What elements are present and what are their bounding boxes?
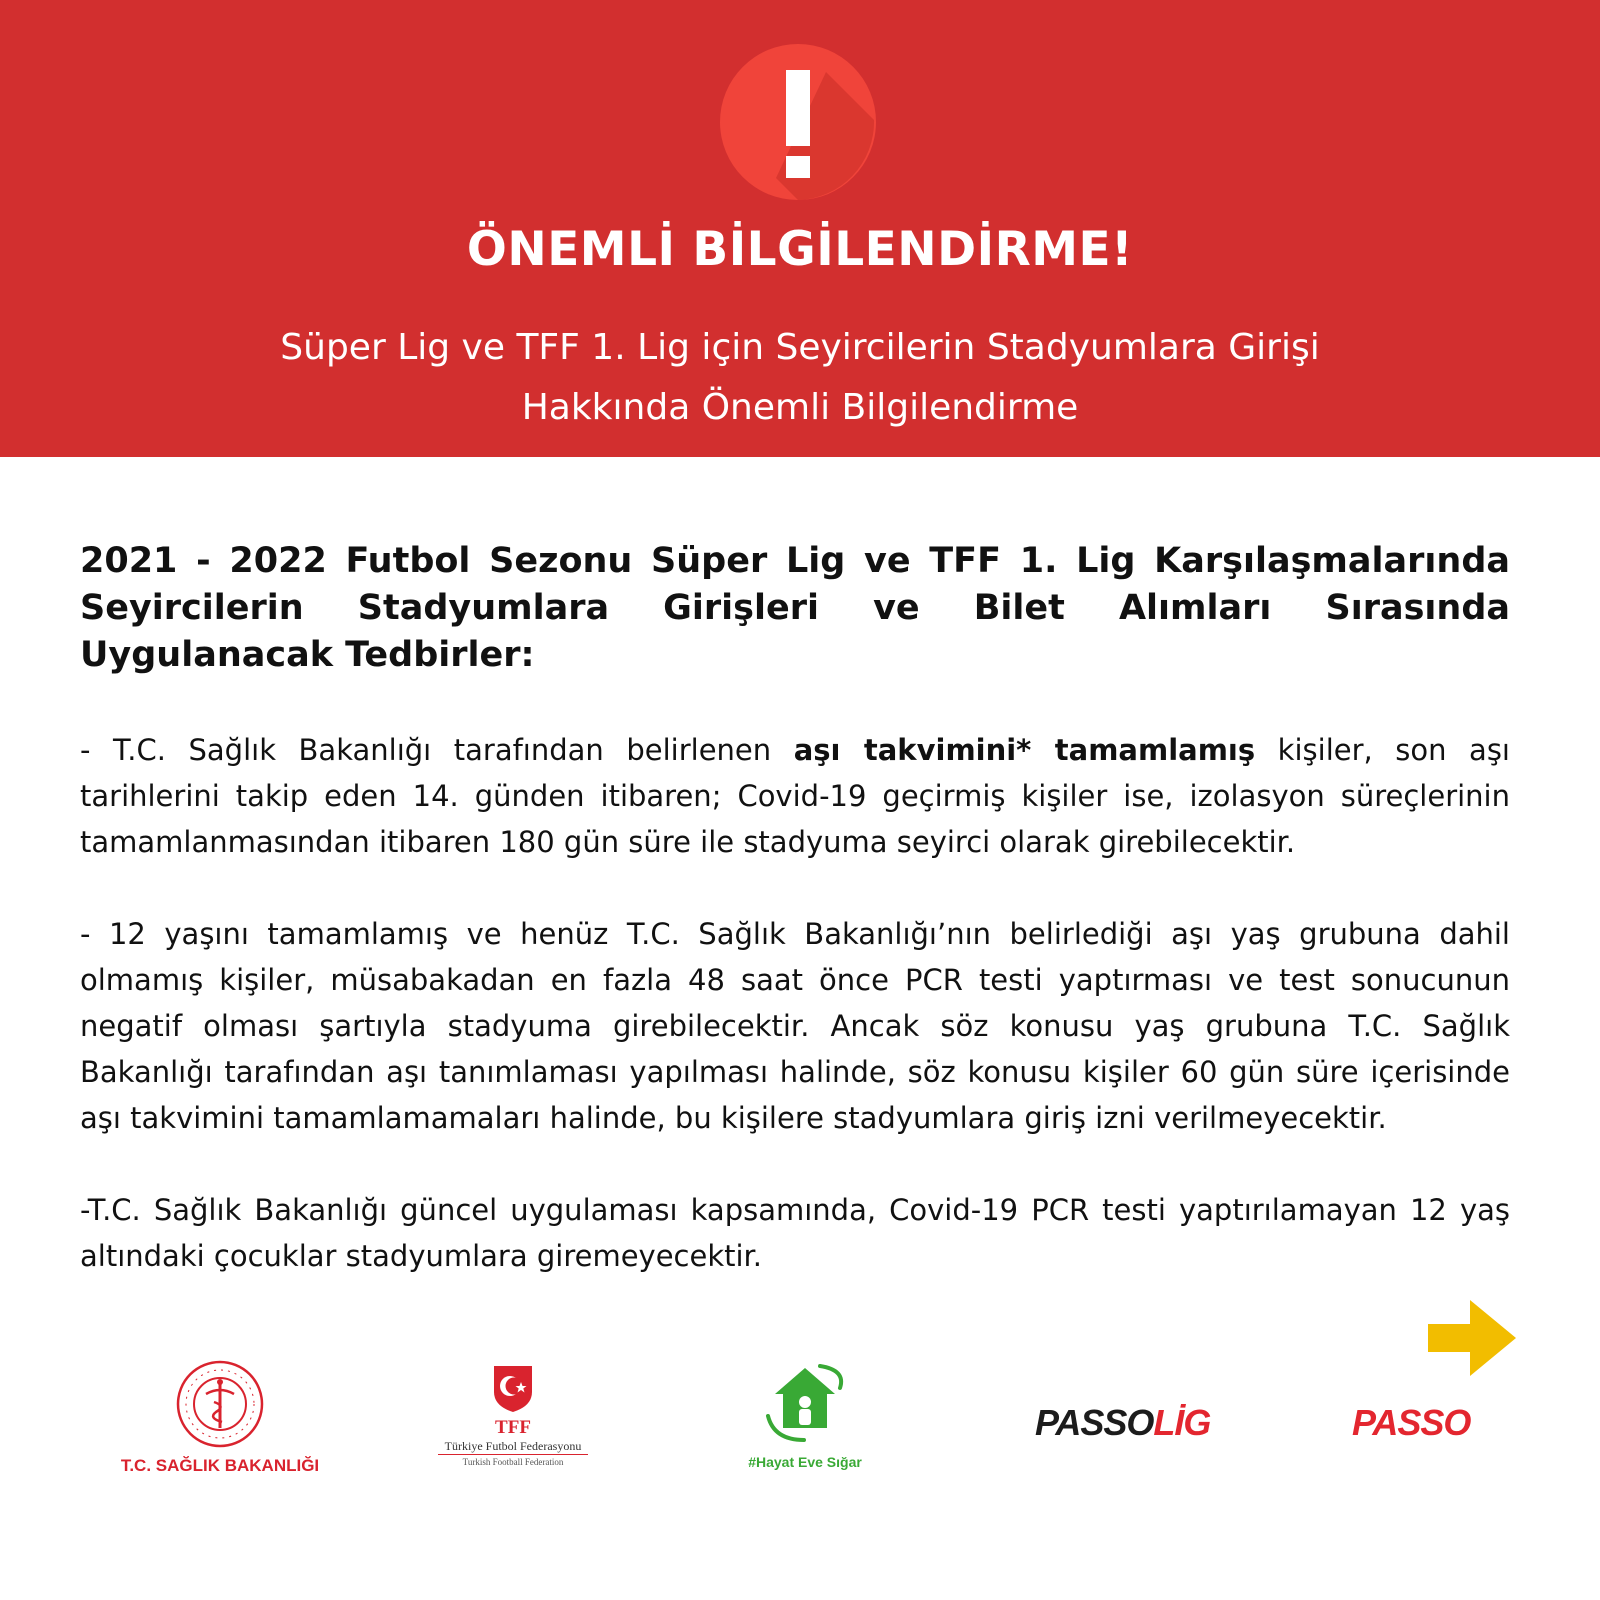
banner-subtitle (0, 318, 1600, 438)
passolig-suffix: LİG (1153, 1402, 1211, 1443)
banner-subtitle-line-1: Süper Lig ve TFF 1. Lig için Seyircilerin Stadyumlara Girişi (280, 327, 1320, 368)
arrow-right-icon[interactable] (1428, 1300, 1516, 1376)
house-in-hands-icon (750, 1358, 860, 1448)
health-ministry-emblem-icon (176, 1360, 264, 1448)
paragraph-vaccination-bold: aşı takvimini* tamamlamış (793, 733, 1256, 767)
notice-heading: 2021 - 2022 Futbol Sezonu Süper Lig ve TFF 1. Lig Karşılaşmalarında Seyircilerin Stadyumlara Girişleri ve Bilet Alımları Sırasında Uygulanacak Tedbirler: (80, 541, 1510, 675)
tff-crest-icon (490, 1362, 536, 1414)
paragraph-vaccination-start: - T.C. Sağlık Bakanlığı tarafından belirlenen (80, 733, 794, 767)
banner-title: ÖNEMLİ BİLGİLENDİRME! (466, 222, 1134, 277)
header-banner (0, 0, 1600, 457)
paragraph-vaccination-end: kişiler, son aşı tarihlerini takip eden 14. günden itibaren; Covid-19 geçirmiş kişiler ise, izolasyon süreçlerinin tamamlanmasından itibaren 180 gün süre ile stadyuma seyirci olarak girebilecektir. (80, 733, 1510, 859)
notice-body (80, 538, 1510, 1325)
saglik-bakanligi-text: T.C. SAĞLIK BAKANLIĞI (120, 1456, 320, 1475)
tff-english-name: Turkish Football Federation (462, 1457, 564, 1467)
passolig-logo (1035, 1402, 1210, 1444)
passolig-prefix: PASSO (1035, 1402, 1154, 1443)
hayat-eve-sigar-text: #Hayat Eve Sığar (748, 1454, 862, 1470)
hayat-eve-sigar-logo (730, 1358, 880, 1478)
saglik-bakanligi-logo (115, 1360, 325, 1490)
exclamation-alert-icon (716, 40, 880, 204)
tff-logo (438, 1362, 588, 1492)
banner-subtitle-line-2: Hakkında Önemli Bilgilendirme (521, 387, 1079, 428)
paragraph-vaccination (80, 727, 1510, 865)
passo-logo: PASSO (1352, 1402, 1471, 1443)
paragraph-pcr-test: - 12 yaşını tamamlamış ve henüz T.C. Sağlık Bakanlığı’nın belirlediği aşı yaş grubuna dahil olmamış kişiler, müsabakadan en fazla 48 saat önce PCR testi yaptırması ve test sonucunun negatif olması şartıyla stadyuma girebilecektir. Ancak söz konusu yaş grubuna T.C. Sağlık Bakanlığı tarafından aşı tanımlaması yapılması halinde, söz konusu kişiler 60 gün süre içerisinde aşı takvimini tamamlamamaları halinde, bu kişilere stadyumlara giriş izni verilmeyecektir. (80, 917, 1510, 1135)
paragraph-children: -T.C. Sağlık Bakanlığı güncel uygulaması kapsamında, Covid-19 PCR testi yaptırılamayan 12 yaş altındaki çocuklar stadyumlara giremeyecektir. (80, 1193, 1510, 1273)
tff-abbreviation: TFF (495, 1417, 531, 1438)
tff-full-name: Türkiye Futbol Federasyonu (438, 1438, 588, 1455)
